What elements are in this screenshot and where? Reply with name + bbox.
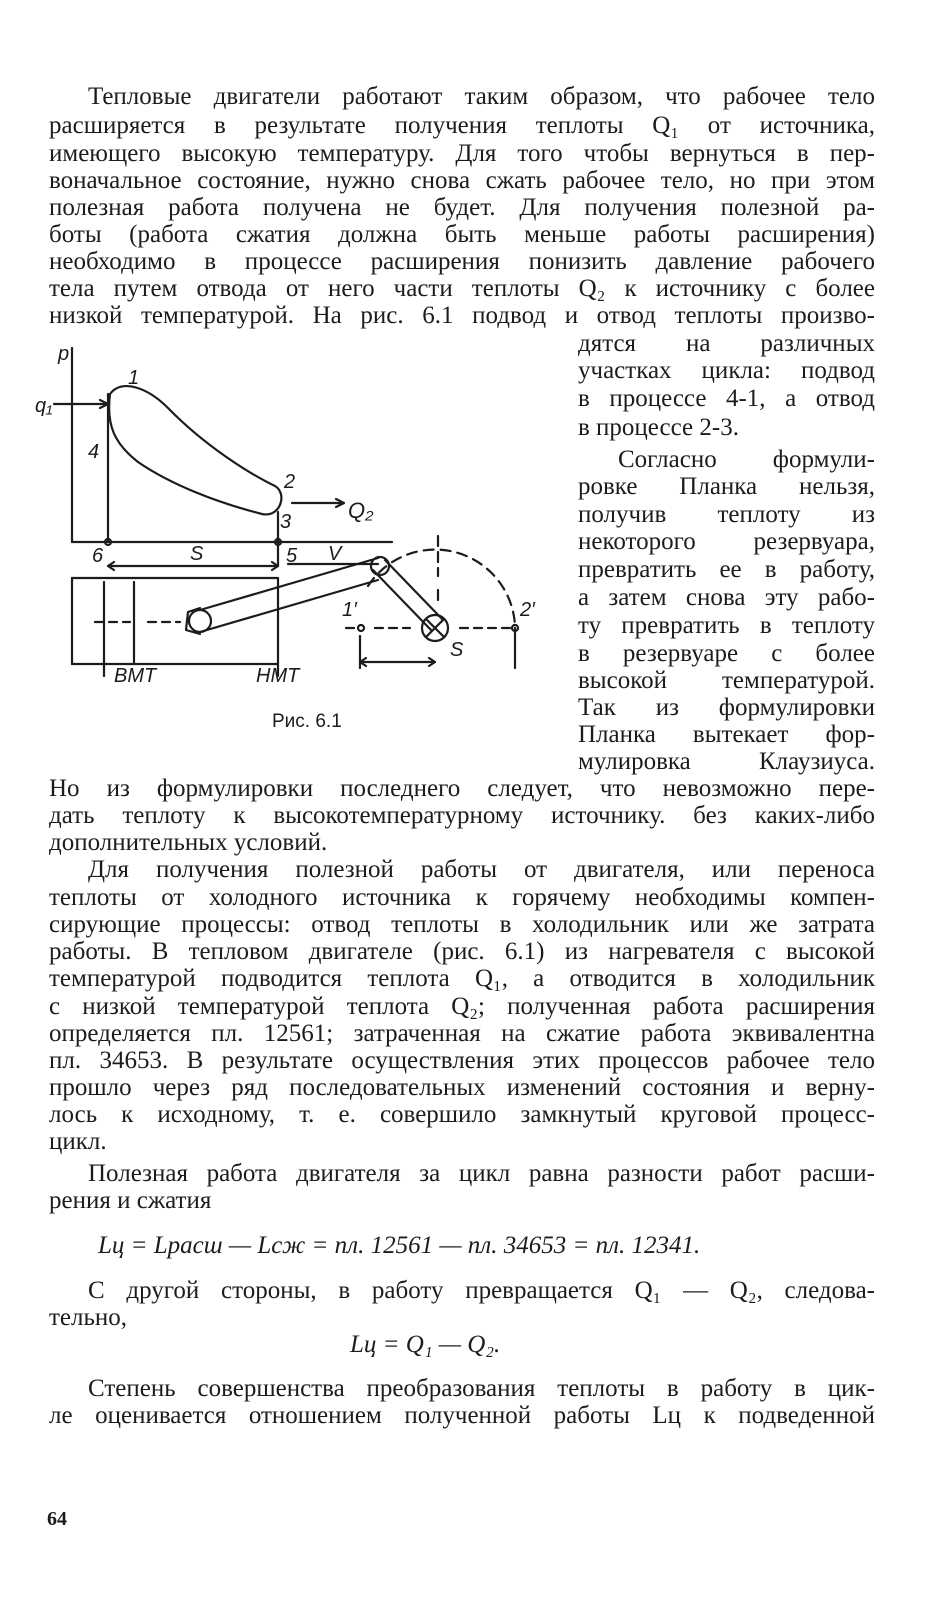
label-point-5: 5 [286,545,298,567]
text-line: Степень совершенства преобразования теплоты в работу в цик- [88,1375,875,1402]
text-line: определяется пл. 12561; затраченная на сжатие работа эквивалентна [49,1020,875,1047]
text-line: необходимо в процессе расширения понизить давление рабочего [49,248,875,275]
text-line: имеющего высокую температуру. Для того чтобы вернуться в пер- [49,140,875,167]
text-line: низкой температурой. На рис. 6.1 подвод и отвод теплоты произво- [49,302,875,329]
text-line: в резервуаре с более [578,640,875,667]
figure-caption: Рис. 6.1 [272,711,342,732]
label-s: S [190,543,204,565]
text-line: Так из формулировки [578,694,875,721]
text-line: работы. В тепловом двигателе (рис. 6.1) из нагревателя с высокой [49,938,875,965]
label-point-4: 4 [88,441,100,463]
text-line: с низкой температурой теплота Q₂; полученная работа расширения [49,993,875,1020]
text-line: получив теплоту из [578,501,875,528]
label-point-2: 2 [284,471,296,493]
text-line: пл. 34653. В результате осуществления этих процессов рабочее тело [49,1047,875,1074]
text-line: ту превратить в теплоту [578,612,875,639]
formula-work: Lц = Lрасш — Lсж = пл. 12561 — пл. 34653 = пл. 12341. [98,1232,701,1259]
label-point-6: 6 [92,545,104,567]
text-line: теплоты от холодного источника к горячему необходимы компен- [49,884,875,911]
text-line: мулировка Клаузиуса. [578,748,875,775]
text-line: дополнительных условий. [49,829,328,856]
label-v: V [328,543,342,565]
text-line: воначальное состояние, нужно снова сжать рабочее тело, но при этом [49,167,875,194]
text-line: некоторого резервуара, [578,528,875,555]
text-line: Планка вытекает фор- [578,721,875,748]
text-line: дятся на различных [578,330,875,357]
label-point-3: 3 [280,511,292,533]
label-q2: Q₂ [348,498,374,523]
text-line: расширяется в результате получения теплоты Q₁ от источника, [49,112,875,139]
crank-arm [373,560,443,630]
text-line: прошло через ряд последовательных изменений состояния и верну- [49,1074,875,1101]
label-p: p [58,343,70,365]
text-line: Полезная работа двигателя за цикл равна разности работ расши- [88,1160,875,1187]
text-line: Но из формулировки последнего следует, что невозможно пере- [49,775,875,802]
text-line: дать теплоту к высокотемпературному источнику. без каких-либо [49,802,875,829]
label-point-2-prime: 2′ [520,599,535,621]
cycle-curve [109,386,281,514]
text-line: участках цикла: подвод [578,357,875,384]
text-line: полезная работа получена не будет. Для получения полезной ра- [49,194,875,221]
text-line: а затем снова эту рабо- [578,584,875,611]
label-nmt: НМТ [256,665,300,687]
label-s-crank: S [450,639,464,661]
text-line: рения и сжатия [49,1187,212,1214]
text-line: тела путем отвода от него части теплоты Q₂ к источнику с более [49,275,875,302]
text-line: цикл. [49,1128,107,1155]
text-line: сирующие процессы: отвод теплоты в холодильник или же затрата [49,911,875,938]
label-point-1: 1 [128,367,140,389]
text-line: превратить ее в работу, [578,556,875,583]
label-bmt: ВМТ [114,665,157,687]
text-line: высокой температурой. [578,667,875,694]
text-line: в процессе 4-1, а отвод [578,385,875,412]
label-point-1-prime: 1′ [342,599,357,621]
formula-heat: Lц = Q₁ — Q₂. [350,1331,501,1358]
text-line: Для получения полезной работы от двигателя, или переноса [88,856,875,883]
text-line: Тепловые двигатели работают таким образом, что рабочее тело [88,83,875,110]
text-line: температурой подводится теплота Q₁, а отводится в холодильник [49,965,875,992]
text-line: лось к исходному, т. е. совершило замкнутый круговой процесс- [49,1101,875,1128]
text-line: С другой стороны, в работу превращается Q₁ — Q₂, следова- [88,1277,875,1304]
text-line: тельно, [49,1304,128,1331]
text-line: в процессе 2-3. [578,414,739,441]
label-q1: q₁ [35,395,53,417]
text-line: ле оценивается отношением полученной работы Lц к подведенной [49,1402,875,1429]
text-line: Согласно формули- [618,446,875,473]
page-number: 64 [47,1508,67,1530]
figure-6-1 [30,336,575,706]
text-line: ровке Планка нельзя, [578,473,875,500]
text-line: боты (работа сжатия должна быть меньше работы расширения) [49,221,875,248]
